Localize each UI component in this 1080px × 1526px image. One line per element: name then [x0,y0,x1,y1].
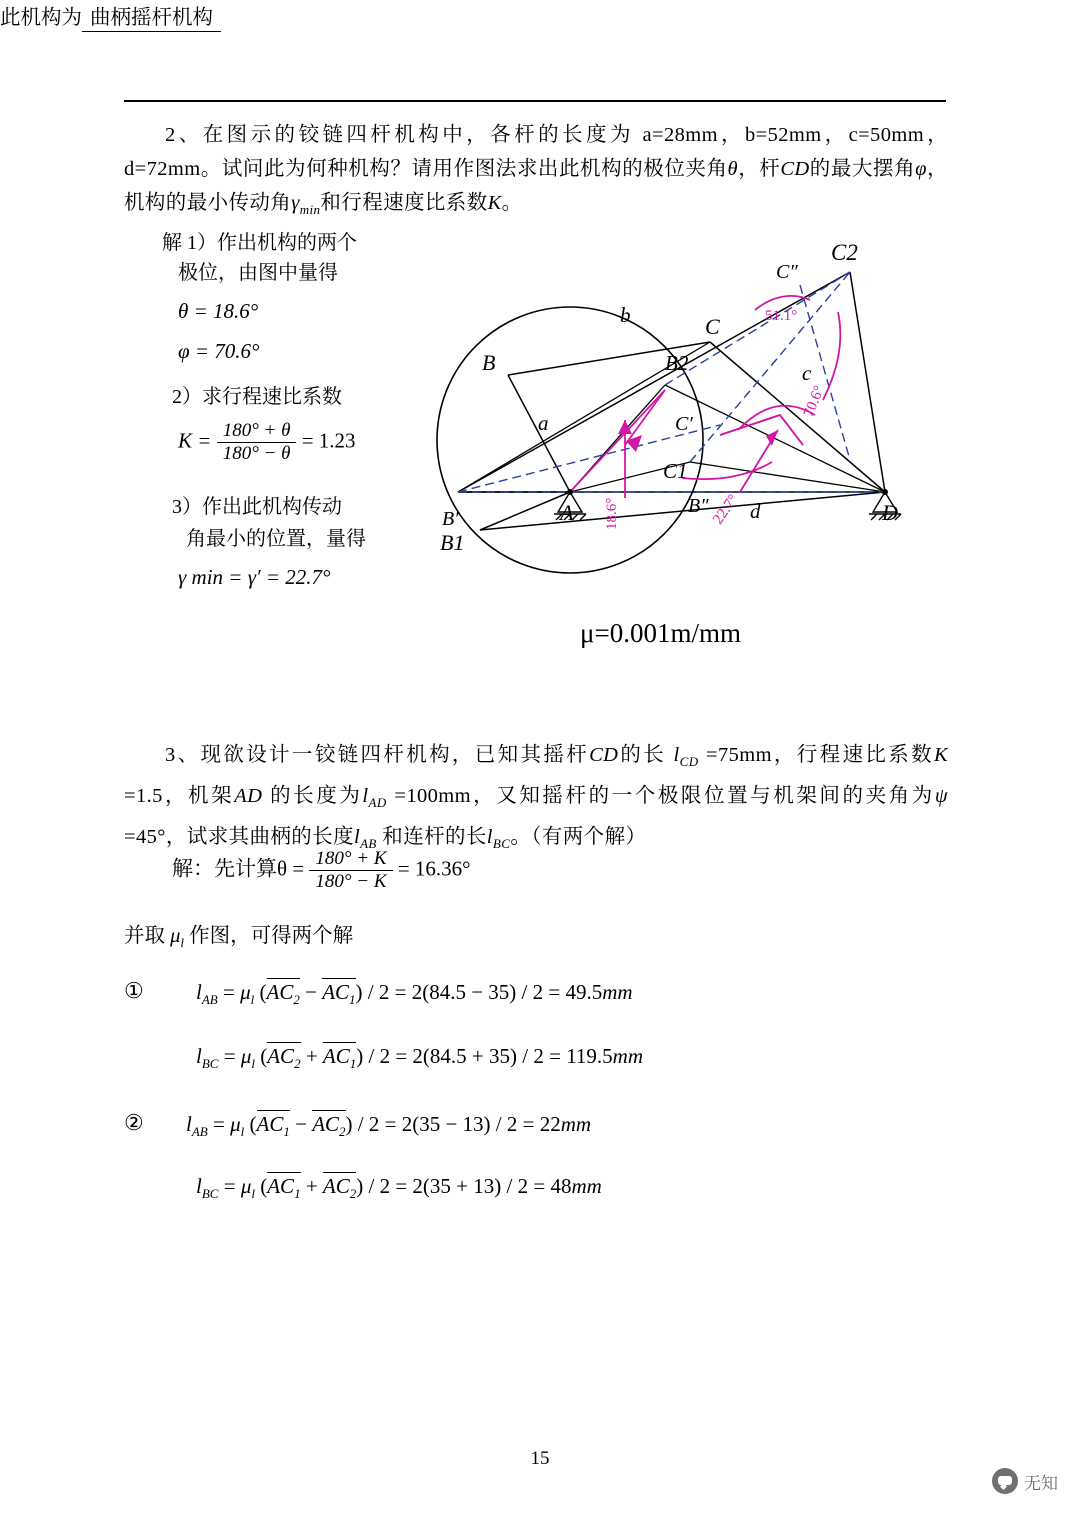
conclusion-line [0,0,1080,32]
svg-text:c: c [802,361,812,385]
svg-text:C′: C′ [675,413,693,435]
svg-text:C1: C1 [663,459,688,483]
page-number: 15 [530,1448,550,1469]
solution-line-5: 角最小的位置，量得 [186,528,366,550]
conclusion-label: 此机构为 [0,7,82,29]
solution-item-1-equation-1: $l_{AB} = \mu_l$ $(AC_2 - AC_1) / 2 = 2(84.5 - 35) / 2 = 49.5mm$ [196,980,633,1008]
k-fraction-denominator: 180° − θ [217,442,297,465]
linkage-diagram-svg [420,230,950,650]
wechat-icon [992,1468,1018,1494]
four-bar-linkage-figure [420,230,950,650]
watermark [992,1468,1058,1494]
theta-fraction-value: = 16.36° [397,856,471,881]
solution-line-3: 2）求行程速比系数 [172,386,342,408]
svg-text:22.7°: 22.7° [710,491,742,528]
k-equation [178,420,356,465]
svg-text:B″: B″ [688,495,709,517]
figure-scale-label: μ=0.001m/mm [580,618,741,648]
problem-3-mu-line: 并取 $\mu_l$ 作图，可得两个解 [124,925,354,951]
theta-fraction-denominator: 180° − K [309,870,392,893]
solution-line-2: 极位，由图中量得 [178,262,338,284]
solution-item-2-equation-1: $l_{AB} = \mu_l$ $(AC_1 - AC_2) / 2 = 2(35 - 13) / 2 = 22mm$ [186,1112,592,1140]
svg-text:A: A [560,500,574,525]
problem-2-statement: 2、在图示的铰链四杆机构中，各杆的长度为 a=28mm，b=52mm，c=50mm，d=72mm。试问此为何种机构？请用作图法求出此机构的极位夹角θ，杆CD的最大摆角φ，机构的最小传动角$\gamma_{min}$和行程速度比系数K。 [124,124,948,218]
solution-line-1: 解 1）作出机构的两个 [162,232,357,254]
conclusion-value: 曲柄摇杆机构 [82,0,221,32]
solution-theta-value: θ = 18.6° [178,299,259,323]
solution-item-2-equation-2: $l_{BC} = \mu_l$ $(AC_1 + AC_2) / 2 = 2(35 + 13) / 2 = 48mm$ [196,1174,602,1202]
watermark-label: 无知 [1024,1473,1058,1493]
theta-fraction [309,848,392,893]
svg-text:b: b [620,303,631,327]
problem-3-theta-equation [172,848,471,893]
k-fraction-numerator: 180° + θ [222,420,291,441]
solution-line-4: 3）作出此机构传动 [172,496,342,518]
svg-text:70.6°: 70.6° [800,383,828,420]
svg-text:D: D [882,500,898,525]
k-equation-value: = 1.23 [301,428,356,453]
k-equation-label: K = [178,428,212,453]
theta-fraction-numerator: 180° + K [315,848,387,869]
problem-3-statement: 3、现欲设计一铰链四杆机构，已知其摇杆CD的长 $l_{CD} =75mm$，行程速比系数K =1.5，机架AD 的长度为$l_{AD} =100mm$，又知摇杆的一个极限位置与机架间的夹角为ψ =45°，试求其曲柄的长度$l_{AB}$ 和连杆的长$l_{BC}$。（有两个解） [124,744,949,852]
solution-phi-value: φ = 70.6° [178,339,260,363]
solution-gamma-value: γ min = γ′ = 22.7° [178,565,331,589]
svg-text:B: B [482,350,496,375]
svg-text:B1: B1 [440,530,465,555]
solution-item-2-marker: ② [124,1110,144,1135]
svg-text:C2: C2 [831,240,858,265]
svg-text:B′: B′ [442,508,459,530]
problem-3-theta-prefix: 解：先计算θ = [172,856,305,881]
k-fraction [217,420,297,465]
svg-text:d: d [750,499,761,523]
svg-text:C: C [705,314,720,339]
svg-text:B2: B2 [665,351,689,375]
svg-text:51.1°: 51.1° [765,308,798,324]
solution-item-1-marker: ① [124,978,144,1003]
svg-text:C″: C″ [776,261,798,283]
svg-text:a: a [538,411,549,435]
header-rule [124,100,946,102]
svg-text:18.6°: 18.6° [604,497,620,530]
solution-item-1-equation-2: $l_{BC} = \mu_l$ $(AC_2 + AC_1) / 2 = 2(84.5 + 35) / 2 = 119.5mm$ [196,1044,644,1072]
